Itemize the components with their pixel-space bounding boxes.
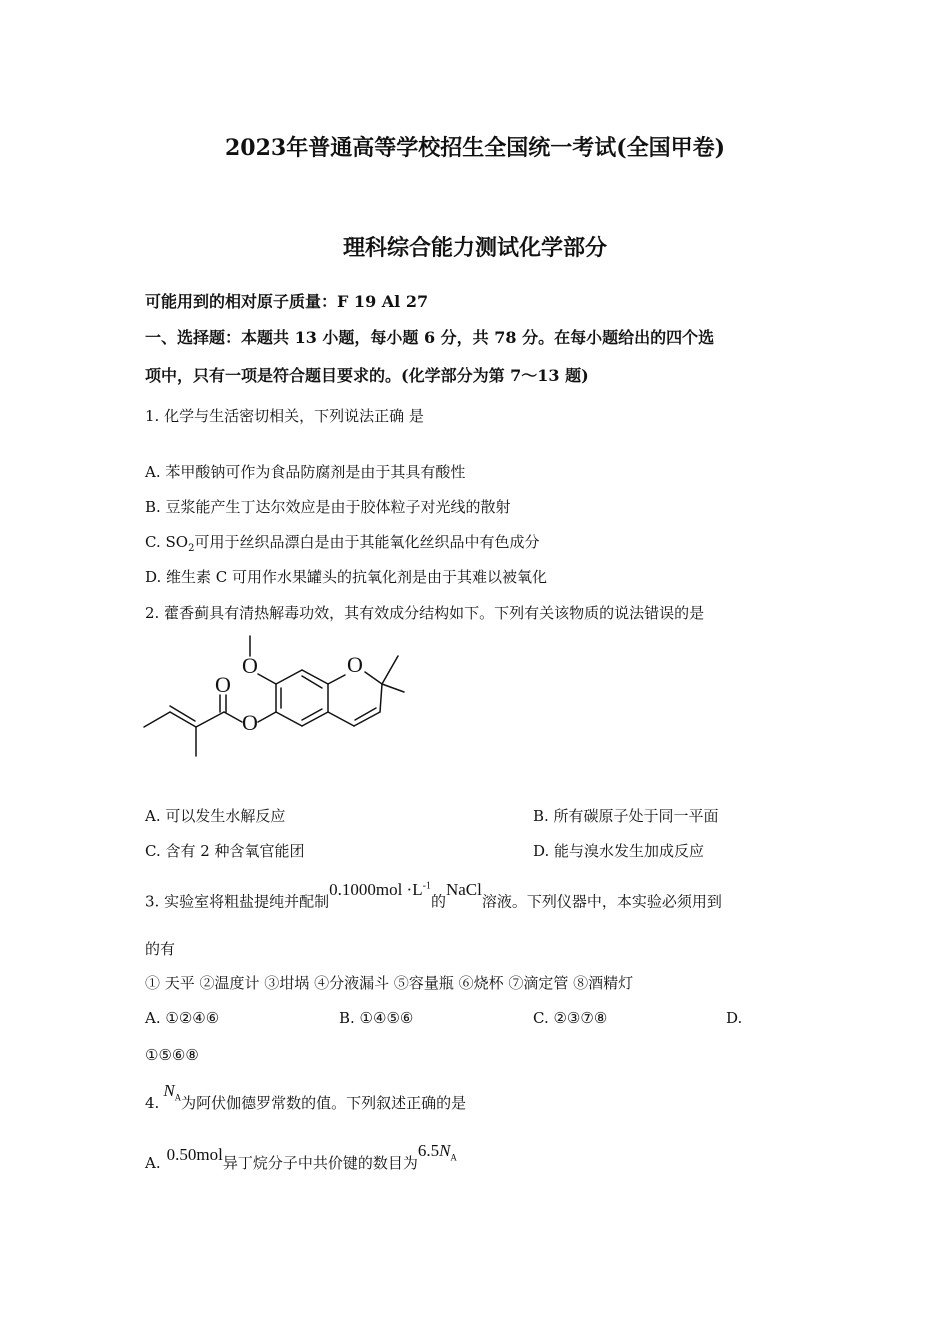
page-subtitle: 理科综合能力测试化学部分 xyxy=(342,235,607,261)
q1-stem: 1. 化学与生活密切相关，下列说法正确 是 xyxy=(145,407,424,425)
q3-option-b: B. ①④⑤⑥ xyxy=(339,1009,414,1027)
avogadro-symbol xyxy=(163,1081,182,1103)
q1-option-c xyxy=(145,532,539,559)
q1-option-c-subscript: 2 xyxy=(188,543,195,554)
avogadro-subscript: A xyxy=(174,1092,182,1103)
q4-stem-text: 为阿伏伽德罗常数的值。下列叙述正确的是 xyxy=(181,1094,467,1112)
q1-option-c-text: 可用于丝织品漂白是由于其能氧化丝织品中有色成分 xyxy=(194,533,540,551)
avogadro-n: N xyxy=(163,1081,175,1100)
q4-option-a-label: A. xyxy=(145,1154,161,1172)
q3-salt: NaCl xyxy=(445,879,482,899)
q4-option-a-avogadro xyxy=(439,1141,457,1163)
atom-o-carbonyl: O xyxy=(215,672,231,697)
q1-option-a: A. 苯甲酸钠可作为食品防腐剂是由于其具有酸性 xyxy=(145,463,466,481)
q1-option-c-prefix: C. SO xyxy=(145,533,189,551)
q3-concentration-value: 0.1000mol ·L xyxy=(329,879,423,899)
page-title: 2023年普通高等学校招生全国统一考试(全国甲卷) xyxy=(224,135,726,161)
q2-option-a: A. 可以发生水解反应 xyxy=(145,807,286,825)
q2-stem: 2. 藿香蓟具有清热解毒功效，其有效成分结构如下。下列有关该物质的说法错误的是 xyxy=(145,604,705,622)
q3-instruments: ① 天平 ②温度计 ③坩埚 ④分液漏斗 ⑤容量瓶 ⑥烧杯 ⑦滴定管 ⑧酒精灯 xyxy=(145,974,634,992)
q3-option-a: A. ①②④⑥ xyxy=(145,1009,220,1027)
q3-stem-suffix: 溶液。下列仪器中，本实验必须用到 xyxy=(481,892,722,911)
atom-o-ester: O xyxy=(242,710,258,735)
q4-option-a-text: 异丁烷分子中共价键的数目为 xyxy=(222,1154,418,1172)
q3-stem-prefix: 3. 实验室将粗盐提纯并配制 xyxy=(145,892,330,911)
q4-option-a xyxy=(145,1141,457,1179)
q4-option-a-avogadro-subscript: A xyxy=(450,1152,457,1163)
q1-option-d: D. 维生素 C 可用作水果罐头的抗氧化剂是由于其难以被氧化 xyxy=(145,568,548,586)
atom-o-ring: O xyxy=(347,652,363,677)
section-heading-line1: 一、选择题：本题共 13 小题，每小题 6 分，共 78 分。在每小题给出的四个选 xyxy=(145,328,715,347)
q3-stem-de: 的 xyxy=(430,892,446,911)
q3-option-c: C. ②③⑦⑧ xyxy=(533,1009,608,1027)
atom-o-methoxy: O xyxy=(242,653,258,678)
q3-concentration-exponent: -1 xyxy=(422,880,431,891)
section-heading-line2: 项中，只有一项是符合题目要求的。(化学部分为第 7～13 题) xyxy=(145,366,589,385)
q1-option-b: B. 豆浆能产生丁达尔效应是由于胶体粒子对光线的散射 xyxy=(145,498,511,516)
molecule-structure xyxy=(138,630,418,765)
q4-option-a-amount: 0.50mol xyxy=(166,1145,223,1164)
q4-option-a-avogadro-n: N xyxy=(439,1141,451,1160)
q3-option-d-value: ①⑤⑥⑧ xyxy=(145,1046,199,1064)
q2-option-b: B. 所有碳原子处于同一平面 xyxy=(533,807,719,825)
atomic-mass-line: 可能用到的相对原子质量：F 19 Al 27 xyxy=(145,292,429,311)
q4-option-a-number: 6.5 xyxy=(417,1141,440,1160)
q4-number: 4. xyxy=(145,1094,160,1112)
q3-stem-line2: 的有 xyxy=(145,940,176,958)
q4-stem xyxy=(145,1081,467,1119)
q3-option-d: D. xyxy=(726,1009,743,1027)
q3-concentration xyxy=(329,880,431,899)
q3-stem xyxy=(145,879,722,912)
q2-option-d: D. 能与溴水发生加成反应 xyxy=(533,842,705,860)
q2-option-c: C. 含有 2 种含氧官能团 xyxy=(145,842,305,860)
